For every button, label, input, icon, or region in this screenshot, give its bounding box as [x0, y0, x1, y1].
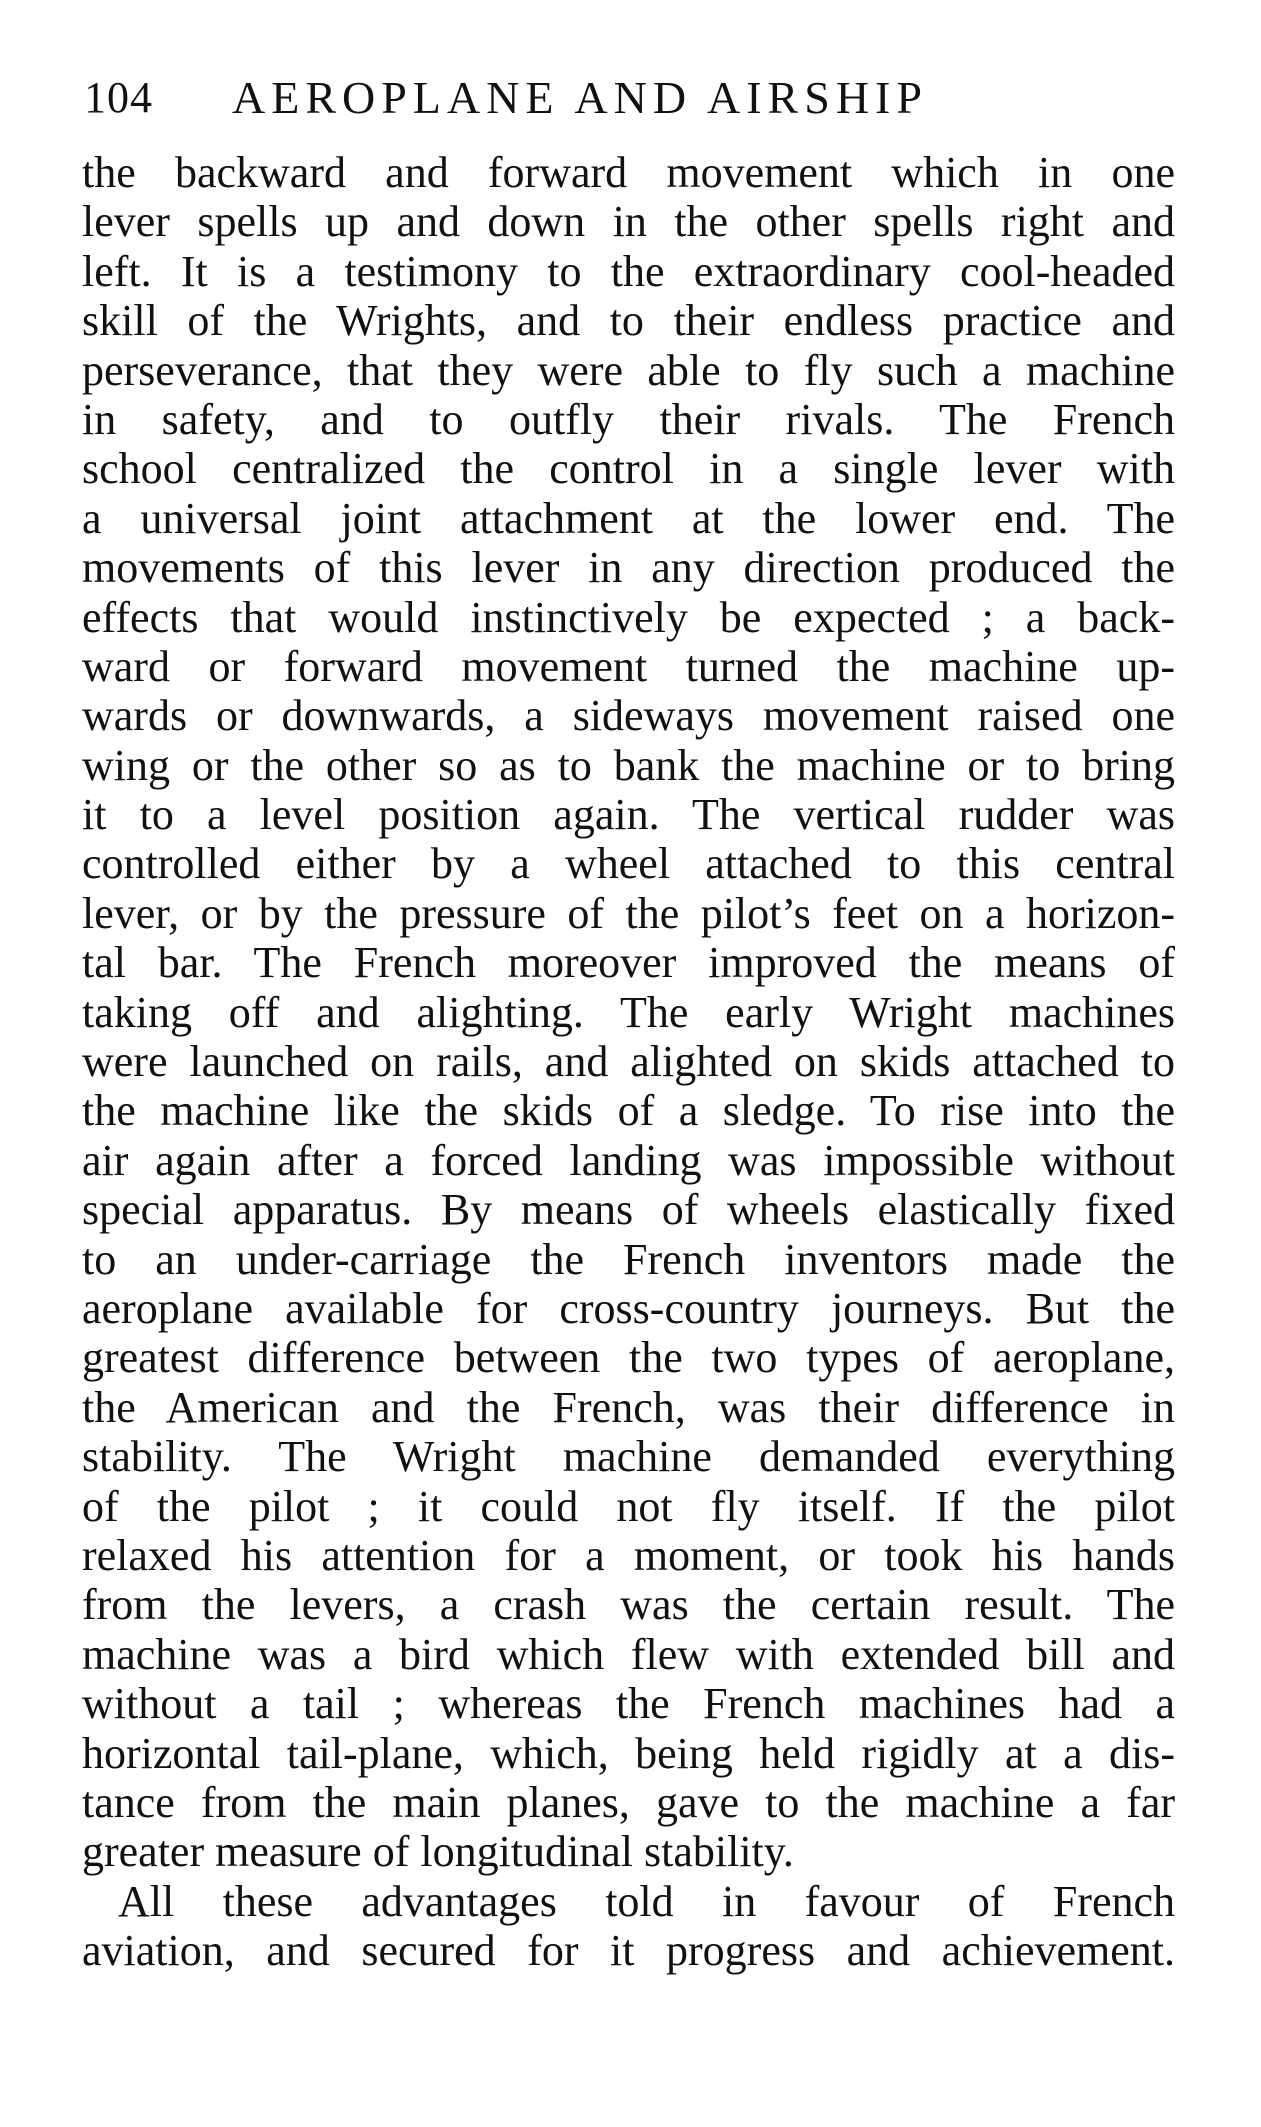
text-line: aviation, and secured for it progress and achievement.	[82, 1926, 1175, 1976]
text-line: movements of this lever in any direction produced the	[82, 543, 1175, 593]
text-line: air again after a forced landing was impossible without	[82, 1135, 1175, 1185]
text-line: lever, or by the pressure of the pilot’s feet on a horizon-	[82, 888, 1175, 938]
text-line: left. It is a testimony to the extraordinary cool-headed	[82, 246, 1175, 296]
text-line: All these advantages told in favour of French	[118, 1876, 1175, 1926]
text-line: skill of the Wrights, and to their endless practice and	[82, 296, 1175, 346]
text-line: greater measure of longitudinal stability.	[82, 1827, 794, 1877]
text-line: a universal joint attachment at the lower end. The	[82, 493, 1175, 543]
text-line: were launched on rails, and alighted on skids attached to	[82, 1037, 1175, 1087]
text-line: stability. The Wright machine demanded everything	[82, 1432, 1175, 1482]
text-line: horizontal tail-plane, which, being held rigidly at a dis-	[82, 1728, 1175, 1778]
text-line: wards or downwards, a sideways movement raised one	[82, 691, 1175, 741]
text-line: machine was a bird which flew with extended bill and	[82, 1629, 1175, 1679]
body-text	[82, 148, 1175, 1975]
text-line: from the levers, a crash was the certain result. The	[82, 1580, 1175, 1630]
text-line: in safety, and to outfly their rivals. The French	[82, 394, 1175, 444]
text-line: of the pilot ; it could not fly itself. If the pilot	[82, 1481, 1175, 1531]
text-line: effects that would instinctively be expected ; a back-	[82, 592, 1175, 642]
text-line: wing or the other so as to bank the machine or to bring	[82, 740, 1175, 790]
text-line: aeroplane available for cross-country journeys. But the	[82, 1283, 1175, 1333]
text-line: the machine like the skids of a sledge. To rise into the	[82, 1086, 1175, 1136]
text-line: tance from the main planes, gave to the machine a far	[82, 1777, 1175, 1827]
text-line: controlled either by a wheel attached to this central	[82, 839, 1175, 889]
text-line: the backward and forward movement which in one	[82, 148, 1175, 197]
text-line: perseverance, that they were able to fly such a machine	[82, 345, 1175, 395]
page-number: 104	[84, 73, 153, 122]
text-line: without a tail ; whereas the French machines had a	[82, 1679, 1175, 1729]
text-line: special apparatus. By means of wheels elastically fixed	[82, 1185, 1175, 1235]
text-line: school centralized the control in a single lever with	[82, 444, 1175, 494]
text-line: tal bar. The French moreover improved the means of	[82, 938, 1175, 988]
text-line: lever spells up and down in the other spells right and	[82, 197, 1175, 247]
text-line: the American and the French, was their difference in	[82, 1382, 1175, 1432]
text-line: it to a level position again. The vertical rudder was	[82, 790, 1175, 840]
text-line: to an under-carriage the French inventors made the	[82, 1234, 1175, 1284]
text-line: taking off and alighting. The early Wright machines	[82, 987, 1175, 1037]
text-line: relaxed his attention for a moment, or took his hands	[82, 1530, 1175, 1580]
running-head	[84, 68, 1184, 128]
text-line: ward or forward movement turned the machine up-	[82, 641, 1175, 691]
text-line: greatest difference between the two types of aeroplane,	[82, 1333, 1175, 1383]
running-title: AEROPLANE AND AIRSHIP	[232, 72, 928, 123]
